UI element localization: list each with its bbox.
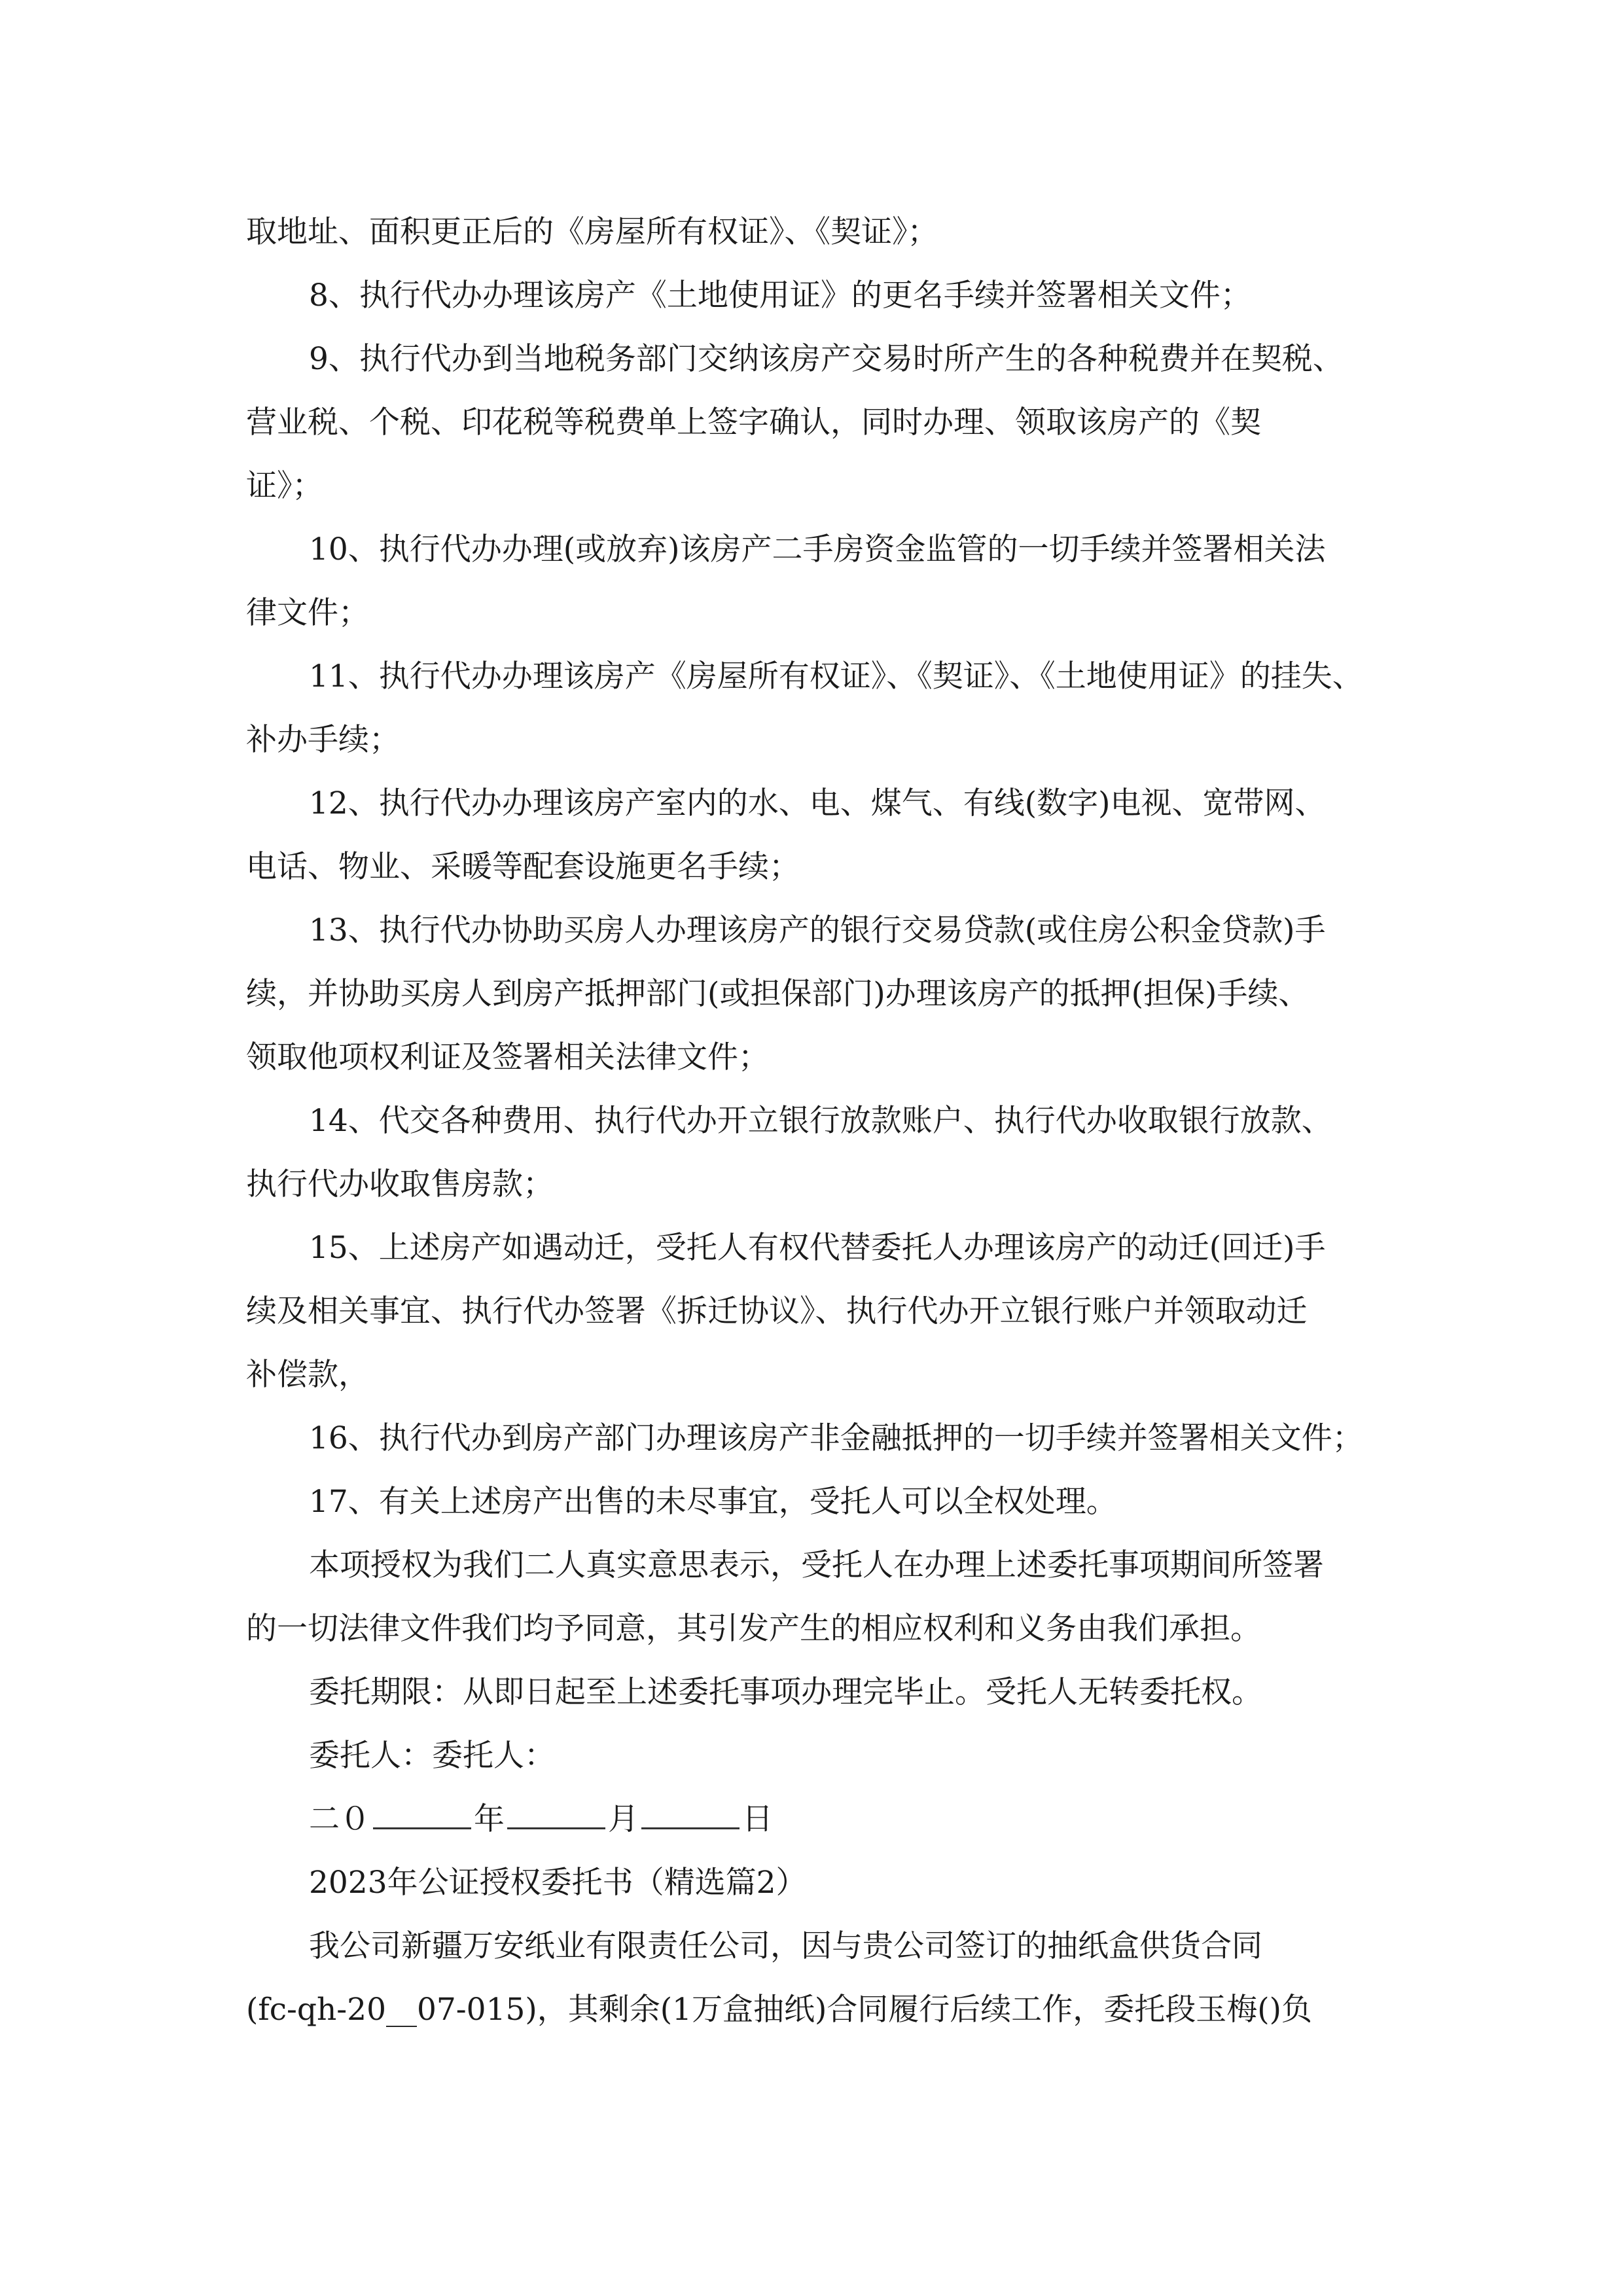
- list-item-12: 12、执行代办办理该房产室内的水、电、煤气、有线(数字)电视、宽带网、: [309, 785, 1326, 821]
- month-blank: [507, 1788, 605, 1829]
- section-title: 2023年公证授权委托书（精选篇2）: [309, 1865, 807, 1901]
- text-line: 补偿款，: [246, 1357, 369, 1393]
- list-item-8: 8、执行代办办理该房产《土地使用证》的更名手续并签署相关文件；: [309, 278, 1251, 314]
- year-label: 年: [474, 1801, 505, 1837]
- list-item-10: 10、执行代办办理(或放弃)该房产二手房资金监管的一切手续并签署相关法: [309, 531, 1326, 567]
- list-item-9: 9、执行代办到当地税务部门交纳该房产交易时所产生的各种税费并在契税、: [309, 341, 1344, 377]
- day-blank: [641, 1788, 740, 1829]
- text-line: 电话、物业、采暖等配套设施更名手续；: [246, 849, 800, 885]
- list-item-13: 13、执行代办协助买房人办理该房产的银行交易贷款(或住房公积金贷款)手: [309, 912, 1326, 948]
- authorization-statement: 本项授权为我们二人真实意思表示，受托人在办理上述委托事项期间所签署: [309, 1547, 1324, 1583]
- document-body: [246, 200, 1377, 2041]
- date-prefix: 二０: [309, 1801, 370, 1837]
- list-item-14: 14、代交各种费用、执行代办开立银行放款账户、执行代办收取银行放款、: [309, 1103, 1332, 1139]
- text-line: 续及相关事宜、执行代办签署《拆迁协议》、执行代办开立银行账户并领取动迁: [246, 1293, 1308, 1329]
- year-blank: [373, 1788, 471, 1829]
- list-item-15: 15、上述房产如遇动迁，受托人有权代替委托人办理该房产的动迁(回迁)手: [309, 1230, 1326, 1266]
- text-line: 证》；: [246, 468, 323, 504]
- list-item-11: 11、执行代办办理该房产《房屋所有权证》、《契证》、《土地使用证》的挂失、: [309, 658, 1363, 694]
- text-line: 律文件；: [246, 595, 369, 631]
- day-label: 日: [742, 1801, 773, 1837]
- text-line: 执行代办收取售房款；: [246, 1166, 554, 1202]
- date-line: [246, 1787, 1377, 1851]
- list-item-16: 16、执行代办到房产部门办理该房产非金融抵押的一切手续并签署相关文件；: [309, 1420, 1363, 1456]
- text-line: 领取他项权利证及签署相关法律文件；: [246, 1039, 769, 1075]
- month-label: 月: [608, 1801, 639, 1837]
- signatories: 委托人：委托人：: [309, 1738, 555, 1774]
- text-line: 营业税、个税、印花税等税费单上签字确认，同时办理、领取该房产的《契: [246, 404, 1261, 440]
- text-line: 我公司新疆万安纸业有限责任公司，因与贵公司签订的抽纸盒供货合同: [309, 1928, 1262, 1964]
- text-line: (fc-qh-20__07-015)，其剩余(1万盒抽纸)合同履行后续工作，委托段玉梅()负: [246, 1992, 1312, 2028]
- term-statement: 委托期限：从即日起至上述委托事项办理完毕止。受托人无转委托权。: [309, 1674, 1262, 1710]
- text-line: 补办手续；: [246, 722, 400, 758]
- text-line: 取地址、面积更正后的《房屋所有权证》、《契证》；: [246, 214, 938, 250]
- list-item-17: 17、有关上述房产出售的未尽事宜，受托人可以全权处理。: [309, 1484, 1117, 1520]
- text-line: 续，并协助买房人到房产抵押部门(或担保部门)办理该房产的抵押(担保)手续、: [246, 976, 1310, 1012]
- text-line: 的一切法律文件我们均予同意，其引发产生的相应权利和义务由我们承担。: [246, 1611, 1261, 1647]
